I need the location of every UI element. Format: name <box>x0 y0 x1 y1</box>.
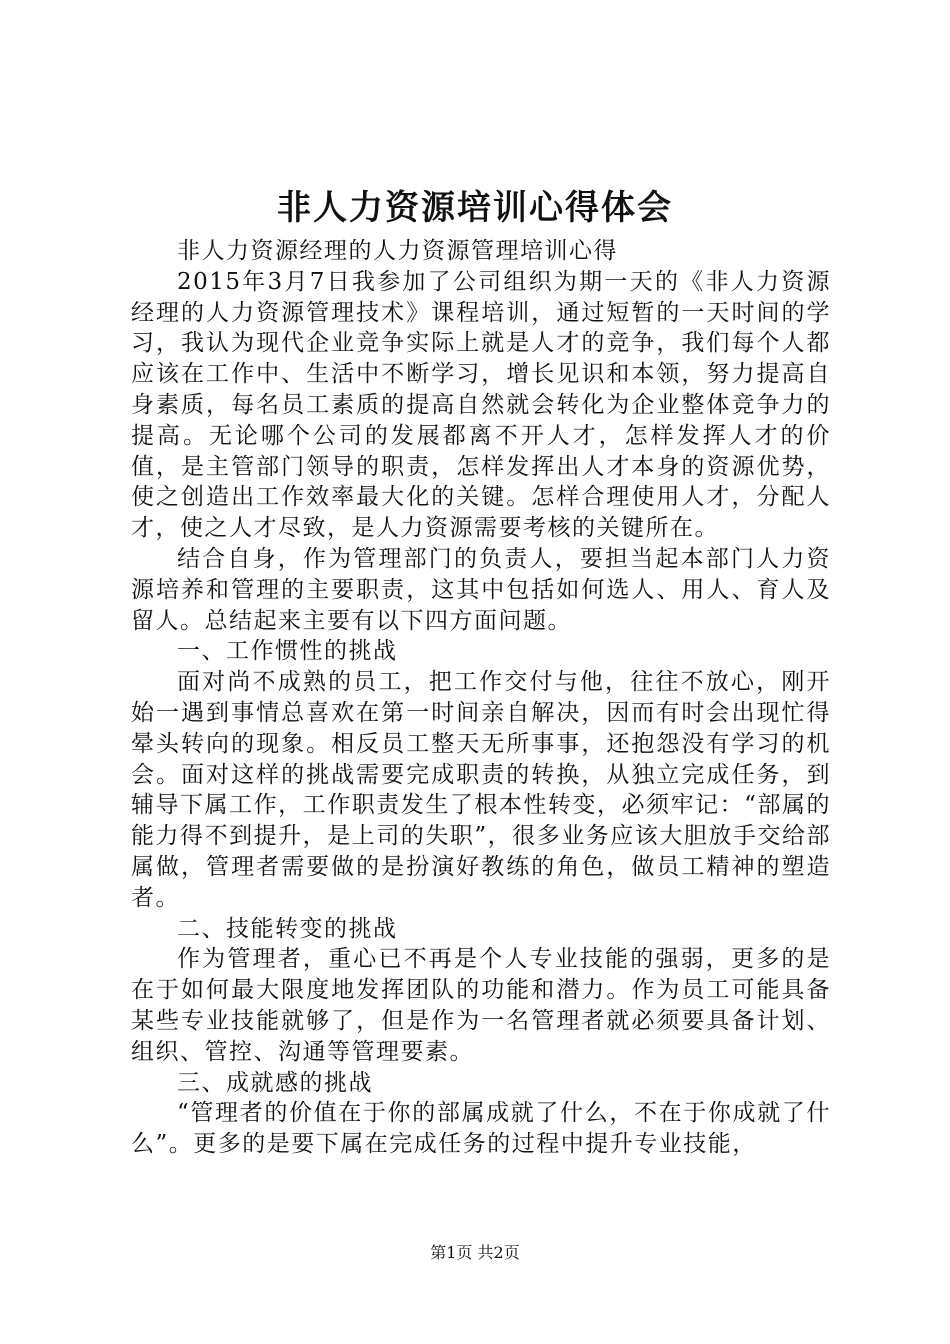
section-heading-1: 一、工作惯性的挑战 <box>177 638 398 665</box>
paragraph-intro: 2015年3月7日我参加了公司组织为期一天的《非人力资源经理的人力资源管理技术》课程培训，通过短暂的一天时间的学习，我认为现代企业竞争实际上就是人才的竞争，我们每个人都应该在工作中、生活中不断学习，增长见识和本领，努力提高自身素质，每名员工素质的提高自然就会转化为企业整体竞争力的提高。无论哪个公司的发展都离不开人才，怎样发挥人才的价值，是主管部门领导的职责，怎样发挥出人才本身的资源优势，使之创造出工作效率最大化的关键。怎样合理使用人才，分配人才，使之人才尽致，是人力资源需要考核的关键所在。 <box>131 268 831 542</box>
section-heading-2: 二、技能转变的挑战 <box>177 915 398 942</box>
document-body <box>131 236 831 1160</box>
section-text-2: 作为管理者，重心已不再是个人专业技能的强弱，更多的是在于如何最大限度地发挥团队的功能和潜力。作为员工可能具备某些专业技能就够了，但是作为一名管理者就必须要具备计划、组织、管控、沟通等管理要素。 <box>131 946 831 1065</box>
document-title: 非人力资源培训心得体会 <box>277 188 673 228</box>
page-number-footer: 第1页 共2页 <box>430 1243 520 1262</box>
section-heading-3: 三、成就感的挑战 <box>177 1069 373 1096</box>
section-text-3: “管理者的价值在于你的部属成就了什么，不在于你成就了什么”。更多的是要下属在完成任务的过程中提升专业技能， <box>131 1100 831 1158</box>
paragraph-self: 结合自身，作为管理部门的负责人，要担当起本部门人力资源培养和管理的主要职责，这其中包括如何选人、用人、育人及留人。总结起来主要有以下四方面问题。 <box>131 545 831 634</box>
section-text-1: 面对尚不成熟的员工，把工作交付与他，往往不放心，刚开始一遇到事情总喜欢在第一时间亲自解决，因而有时会出现忙得晕头转向的现象。相反员工整天无所事事，还抱怨没有学习的机会。面对这样的挑战需要完成职责的转换，从独立完成任务，到辅导下属工作，工作职责发生了根本性转变，必须牢记：“部属的能力得不到提升，是上司的失职”，很多业务应该大胆放手交给部属做，管理者需要做的是扮演好教练的角色，做员工精神的塑造者。 <box>131 669 831 911</box>
document-subtitle: 非人力资源经理的人力资源管理培训心得 <box>177 238 618 264</box>
